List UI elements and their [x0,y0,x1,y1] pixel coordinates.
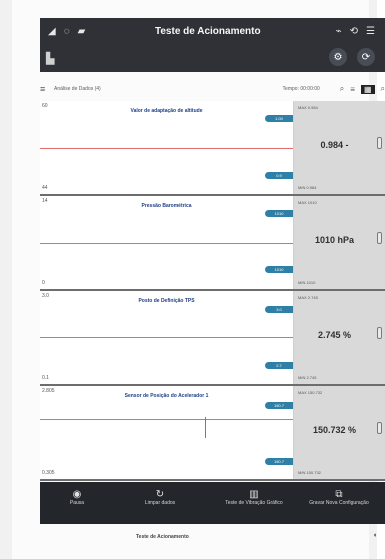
refresh-icon[interactable]: ⟳ [357,48,375,66]
signal-line [40,148,293,149]
max-label: MAX 2.745 [298,295,318,300]
signal-line [40,337,293,338]
y-max-label: 3.0 [42,293,49,299]
y-min-label: 0.305 [42,470,55,476]
status-icons-left [48,26,85,37]
settings-icon[interactable]: ⚙ [329,48,347,66]
value-card [293,196,385,289]
signal-line [40,243,293,244]
footer-title: Teste de Acionamento [136,534,189,540]
drag-handle[interactable] [377,232,382,244]
clear-data-button[interactable] [133,489,187,506]
tag-bottom: 150.7 [265,458,293,465]
chart-throttle [40,386,293,479]
clear-data-label: Limpar dados [144,500,176,506]
y-max-label: 60 [42,103,48,109]
y-max-label: 2.805 [42,388,55,394]
menu-icon[interactable]: ☰ [366,26,375,37]
top-actions [329,48,375,66]
min-label: MIN 1010 [298,280,316,285]
cursor-line [205,417,206,438]
tag-top: 1.00 [265,115,293,122]
window-title: Teste de Acionamento [155,26,261,37]
y-min-label: 44 [42,185,48,191]
record-config-button[interactable] [298,489,380,506]
panel-title: Posto de Definição TPS [138,298,195,304]
pause-button[interactable] [62,489,92,506]
record-config-label: Gravar Nova Configuração [309,500,369,506]
zoom-icon[interactable]: ⌕ [380,84,385,93]
data-toolbar [40,80,385,98]
max-label: MAX 150.732 [298,390,323,395]
vibration-test-button[interactable] [210,489,298,506]
panel-title: Valor de adaptação de altitude [130,108,203,114]
value-card [293,386,385,479]
pause-icon: ◉ [72,489,82,500]
panel-title: Sensor de Posição do Acelerador 1 [124,393,209,399]
tag-top: 1010 [265,210,293,217]
y-max-label: 14 [42,198,48,204]
signal-icon: ◢ [48,26,56,37]
value-card [293,101,385,194]
tag-bottom: 2.7 [265,362,293,369]
y-min-label: 0.1 [42,375,49,381]
search-icon[interactable]: ⌕ [339,84,345,93]
panel-tps [40,291,385,386]
tag-top: 3.0 [265,306,293,313]
tag-top: 150.7 [265,402,293,409]
current-value: 2.745 % [317,330,352,340]
footer-mark-icon: ◖ [372,532,377,539]
max-label: MAX 0.984 [298,105,318,110]
menu-icon[interactable]: ≡ [40,84,46,94]
footer [40,530,385,550]
drag-handle[interactable] [377,422,382,434]
bottom-toolbar [40,482,385,524]
sync-icon: ⟲ [349,26,359,37]
current-value: 1010 hPa [314,235,355,245]
top-navigation-bar [40,18,385,72]
current-value: 150.732 % [312,425,357,435]
wifi-icon: ◌ [63,26,70,37]
bluetooth-icon: ⌁ [335,26,342,37]
min-label: MIN 150.732 [298,470,321,475]
tag-bottom: 1010 [265,266,293,273]
tag-bottom: 0.9 [265,172,293,179]
status-icons-right [336,26,375,37]
time-readout: Tempo: 00:00:00 [282,86,320,92]
signal-line [40,419,293,420]
data-panels [40,101,385,482]
record-config-icon: ⧉ [335,489,343,500]
vibration-chart-icon: ▥ [249,489,259,500]
chart-altitude [40,101,293,194]
vibration-test-label: Teste de Vibração Gráfico [225,500,283,506]
chart-pressure [40,196,293,289]
min-label: MIN 0.984 [298,185,317,190]
max-label: MAX 1010 [298,200,317,205]
chart-tps [40,291,293,384]
panel-pressure [40,196,385,291]
pause-label: Pausa [69,500,85,506]
value-card [293,291,385,384]
drag-handle[interactable] [377,327,382,339]
panel-altitude [40,101,385,196]
list-view-icon[interactable]: ≡ [350,84,355,94]
grid-view-icon[interactable]: ▦ [361,85,375,94]
clear-data-icon: ↻ [155,489,165,500]
current-value: 0.984 - [320,140,349,150]
y-min-label: 0 [42,280,45,286]
battery-icon: ▰ [77,26,86,37]
panel-throttle [40,386,385,481]
view-controls [340,84,385,94]
back-icon[interactable]: ▙ [46,53,55,65]
drag-handle[interactable] [377,137,382,149]
panel-title: Pressão Barométrica [141,203,192,209]
analysis-label: Análise de Dados (4) [54,86,101,92]
min-label: MIN 2.745 [298,375,317,380]
